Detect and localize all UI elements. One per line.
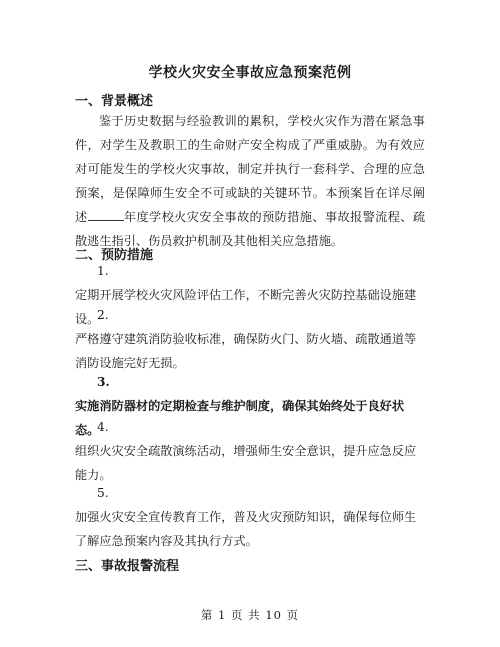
section-heading-prevention: 二、预防措施	[75, 248, 154, 263]
background-paragraph	[75, 109, 425, 253]
page-footer: 第 1 页 共 10 页	[200, 608, 300, 622]
section-heading-background: 一、背景概述	[75, 94, 154, 109]
item-text-2: 严格遵守建筑消防验收标准，确保防火门、防火墙、疏散通道等消防设施完好无损。	[75, 332, 417, 370]
item-text-3: 实施消防器材的定期检查与维护制度，确保其始终处于良好状态。	[75, 399, 405, 437]
item-number-3: 3.	[97, 375, 110, 389]
item-text-4: 组织火灾安全疏散演练活动，增强师生安全意识，提升应急反应能力。	[75, 444, 417, 482]
item-number-4: 4.	[97, 420, 109, 434]
section-heading-alarm: 三、事故报警流程	[75, 559, 180, 574]
item-number-1: 1.	[97, 264, 109, 278]
background-text-part2: 年度学校火灾安全事故的预防措施、事故报警流程、疏散逃生指引、伤员救护机制及其他相关应急措施。	[75, 210, 426, 248]
fill-in-blank	[88, 208, 124, 221]
document-title: 学校火灾安全事故应急预案范例	[148, 65, 352, 81]
background-text-part1: 鉴于历史数据与经验教训的累积，学校火灾作为潜在紧急事件，对学生及教职工的生命财产安全构成了严重威胁。为有效应对可能发生的学校火灾事故，制定并执行一套科学、合理的应急预案，是保障师生安全不可或缺的关键环节。本预案旨在详尽阐述	[75, 114, 425, 224]
item-number-2: 2.	[97, 308, 109, 322]
item-text-1: 定期开展学校火灾风险评估工作，不断完善火灾防控基础设施建设。	[75, 288, 417, 326]
item-text-5: 加强火灾安全宣传教育工作，普及火灾预防知识，确保每位师生了解应急预案内容及其执行方式。	[75, 510, 417, 548]
item-number-5: 5.	[97, 486, 109, 500]
